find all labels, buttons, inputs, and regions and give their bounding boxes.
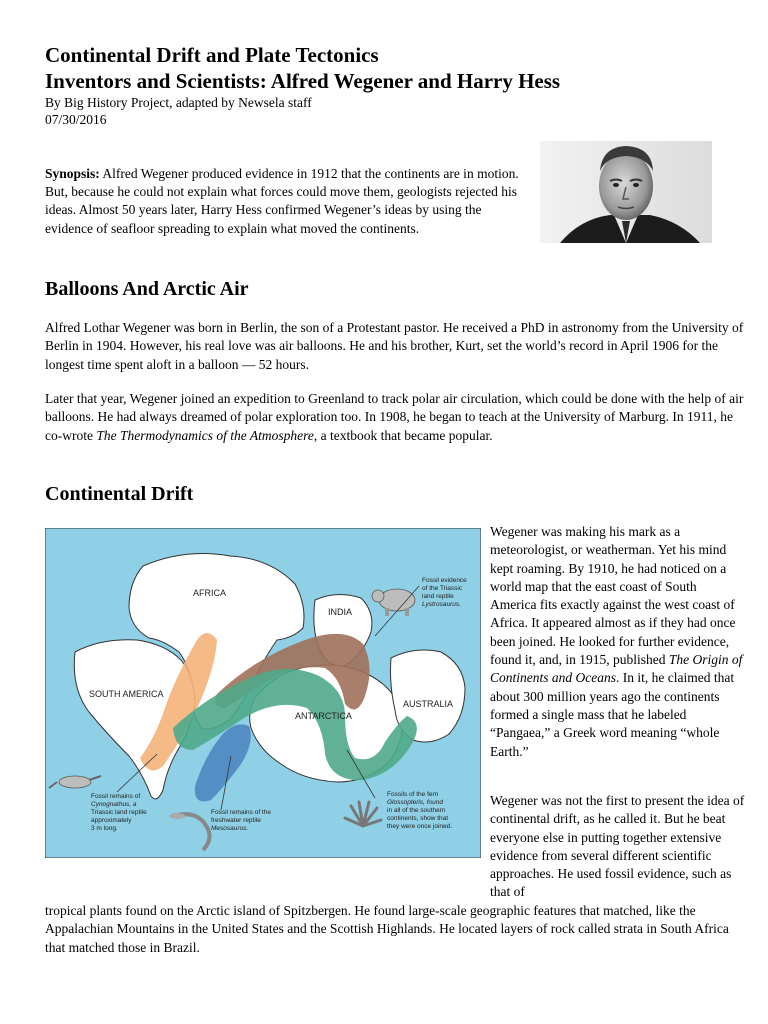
section-heading-continental-drift: Continental Drift: [45, 483, 194, 505]
article-subtitle: Inventors and Scientists: Alfred Wegener and Harry Hess: [45, 69, 561, 93]
note-mesosaurus: Fossil remains of the freshwater reptile Mesosaurus.: [211, 809, 271, 832]
paragraph-birth: Alfred Lothar Wegener was born in Berlin, the son of a Protestant pastor. He received a PhD in astronomy from the University of Berlin in 1904. However, his real love was air balloons. He and his brother, Kurt, set the world’s record in April 1906 for the longest time spent aloft in a balloon — 52 hours.: [45, 320, 744, 372]
note-glossopteris: Fossils of the fern Glossopteris, found in all of the southern continents, show that they were once joined.: [387, 791, 453, 830]
note-cynognathus: Fossil remains of Cynognathus, a Triassic land reptile approximately 3 m long.: [91, 793, 147, 832]
paragraph-meteorologist-end: . In it, he claimed that about 300 million years ago the continents formed a single mass that he labeled “Pangaea,” a Greek word meaning “whole Earth.”: [490, 670, 735, 759]
byline: By Big History Project, adapted by Newsela staff: [45, 95, 312, 110]
portrait-image: [540, 141, 712, 243]
note-lystrosaurus: Fossil evidence of the Triassic land reptile Lystrosaurus.: [422, 577, 467, 608]
label-south-america: SOUTH AMERICA: [89, 689, 164, 699]
pangaea-map-svg: [45, 528, 481, 858]
portrait-photo: [540, 141, 712, 243]
paragraph-greenland: [45, 390, 745, 445]
synopsis-label: Synopsis:: [45, 166, 100, 181]
label-africa: AFRICA: [193, 588, 227, 598]
label-australia: AUSTRALIA: [403, 699, 454, 709]
book-title-origin: The Origin of Continents and Oceans: [490, 652, 743, 686]
pangaea-fossil-map: [45, 528, 481, 858]
article-title: Continental Drift and Plate Tectonics: [45, 43, 379, 67]
publish-date: 07/30/2016: [45, 112, 107, 127]
title-block: [45, 42, 745, 128]
section-heading-balloons: Balloons And Arctic Air: [45, 278, 249, 300]
label-antarctica: ANTARCTICA: [295, 711, 352, 721]
paragraph-evidence-end: tropical plants found on the Arctic island of Spitzbergen. He found large-scale geographic features that matched, like the Appalachian Mountains in the United States and the Scottish Highlands. He located layers of rock called strata in South Africa that matched those in Brazil.: [45, 903, 729, 955]
book-title-thermodynamics: The Thermodynamics of the Atmosphere: [96, 427, 314, 443]
paragraph-meteorologist: [490, 523, 745, 761]
synopsis-text: Alfred Wegener produced evidence in 1912 that the continents are in motion. But, because he could not explain what forces could move them, geologists rejected his ideas. Almost 50 years later, Harry Hess confirmed Wegener’s ideas by using the evidence of seafloor spreading to explain what moved the continents.: [45, 166, 519, 236]
label-india: INDIA: [328, 607, 353, 617]
paragraph-evidence-start: Wegener was not the first to present the idea of continental drift, as he called it. But he beat everyone else in putting together extensive evidence from several different scientific approaches. He used fossil evidence, such as that of: [490, 793, 745, 900]
paragraph-meteorologist-text: Wegener was making his mark as a meteorologist, or weatherman. Yet his mind kept roaming. By 1910, he had noticed on a world map that the east coast of South America fits exactly against the west coast of Africa. It appeared almost as if they had once been joined. He looked for further evidence, found it, and, in 1915, published: [490, 524, 736, 668]
paragraph-greenland-end: , a textbook that became popular.: [313, 427, 493, 443]
paragraph-greenland-text: Later that year, Wegener joined an expedition to Greenland to track polar air circulation, which could be done with the help of air balloons. He had always dreamed of polar exploration too. In 1908, he began to teach at the University of Marburg. In 1911, he co-wrote: [45, 391, 744, 443]
synopsis: [45, 165, 527, 238]
